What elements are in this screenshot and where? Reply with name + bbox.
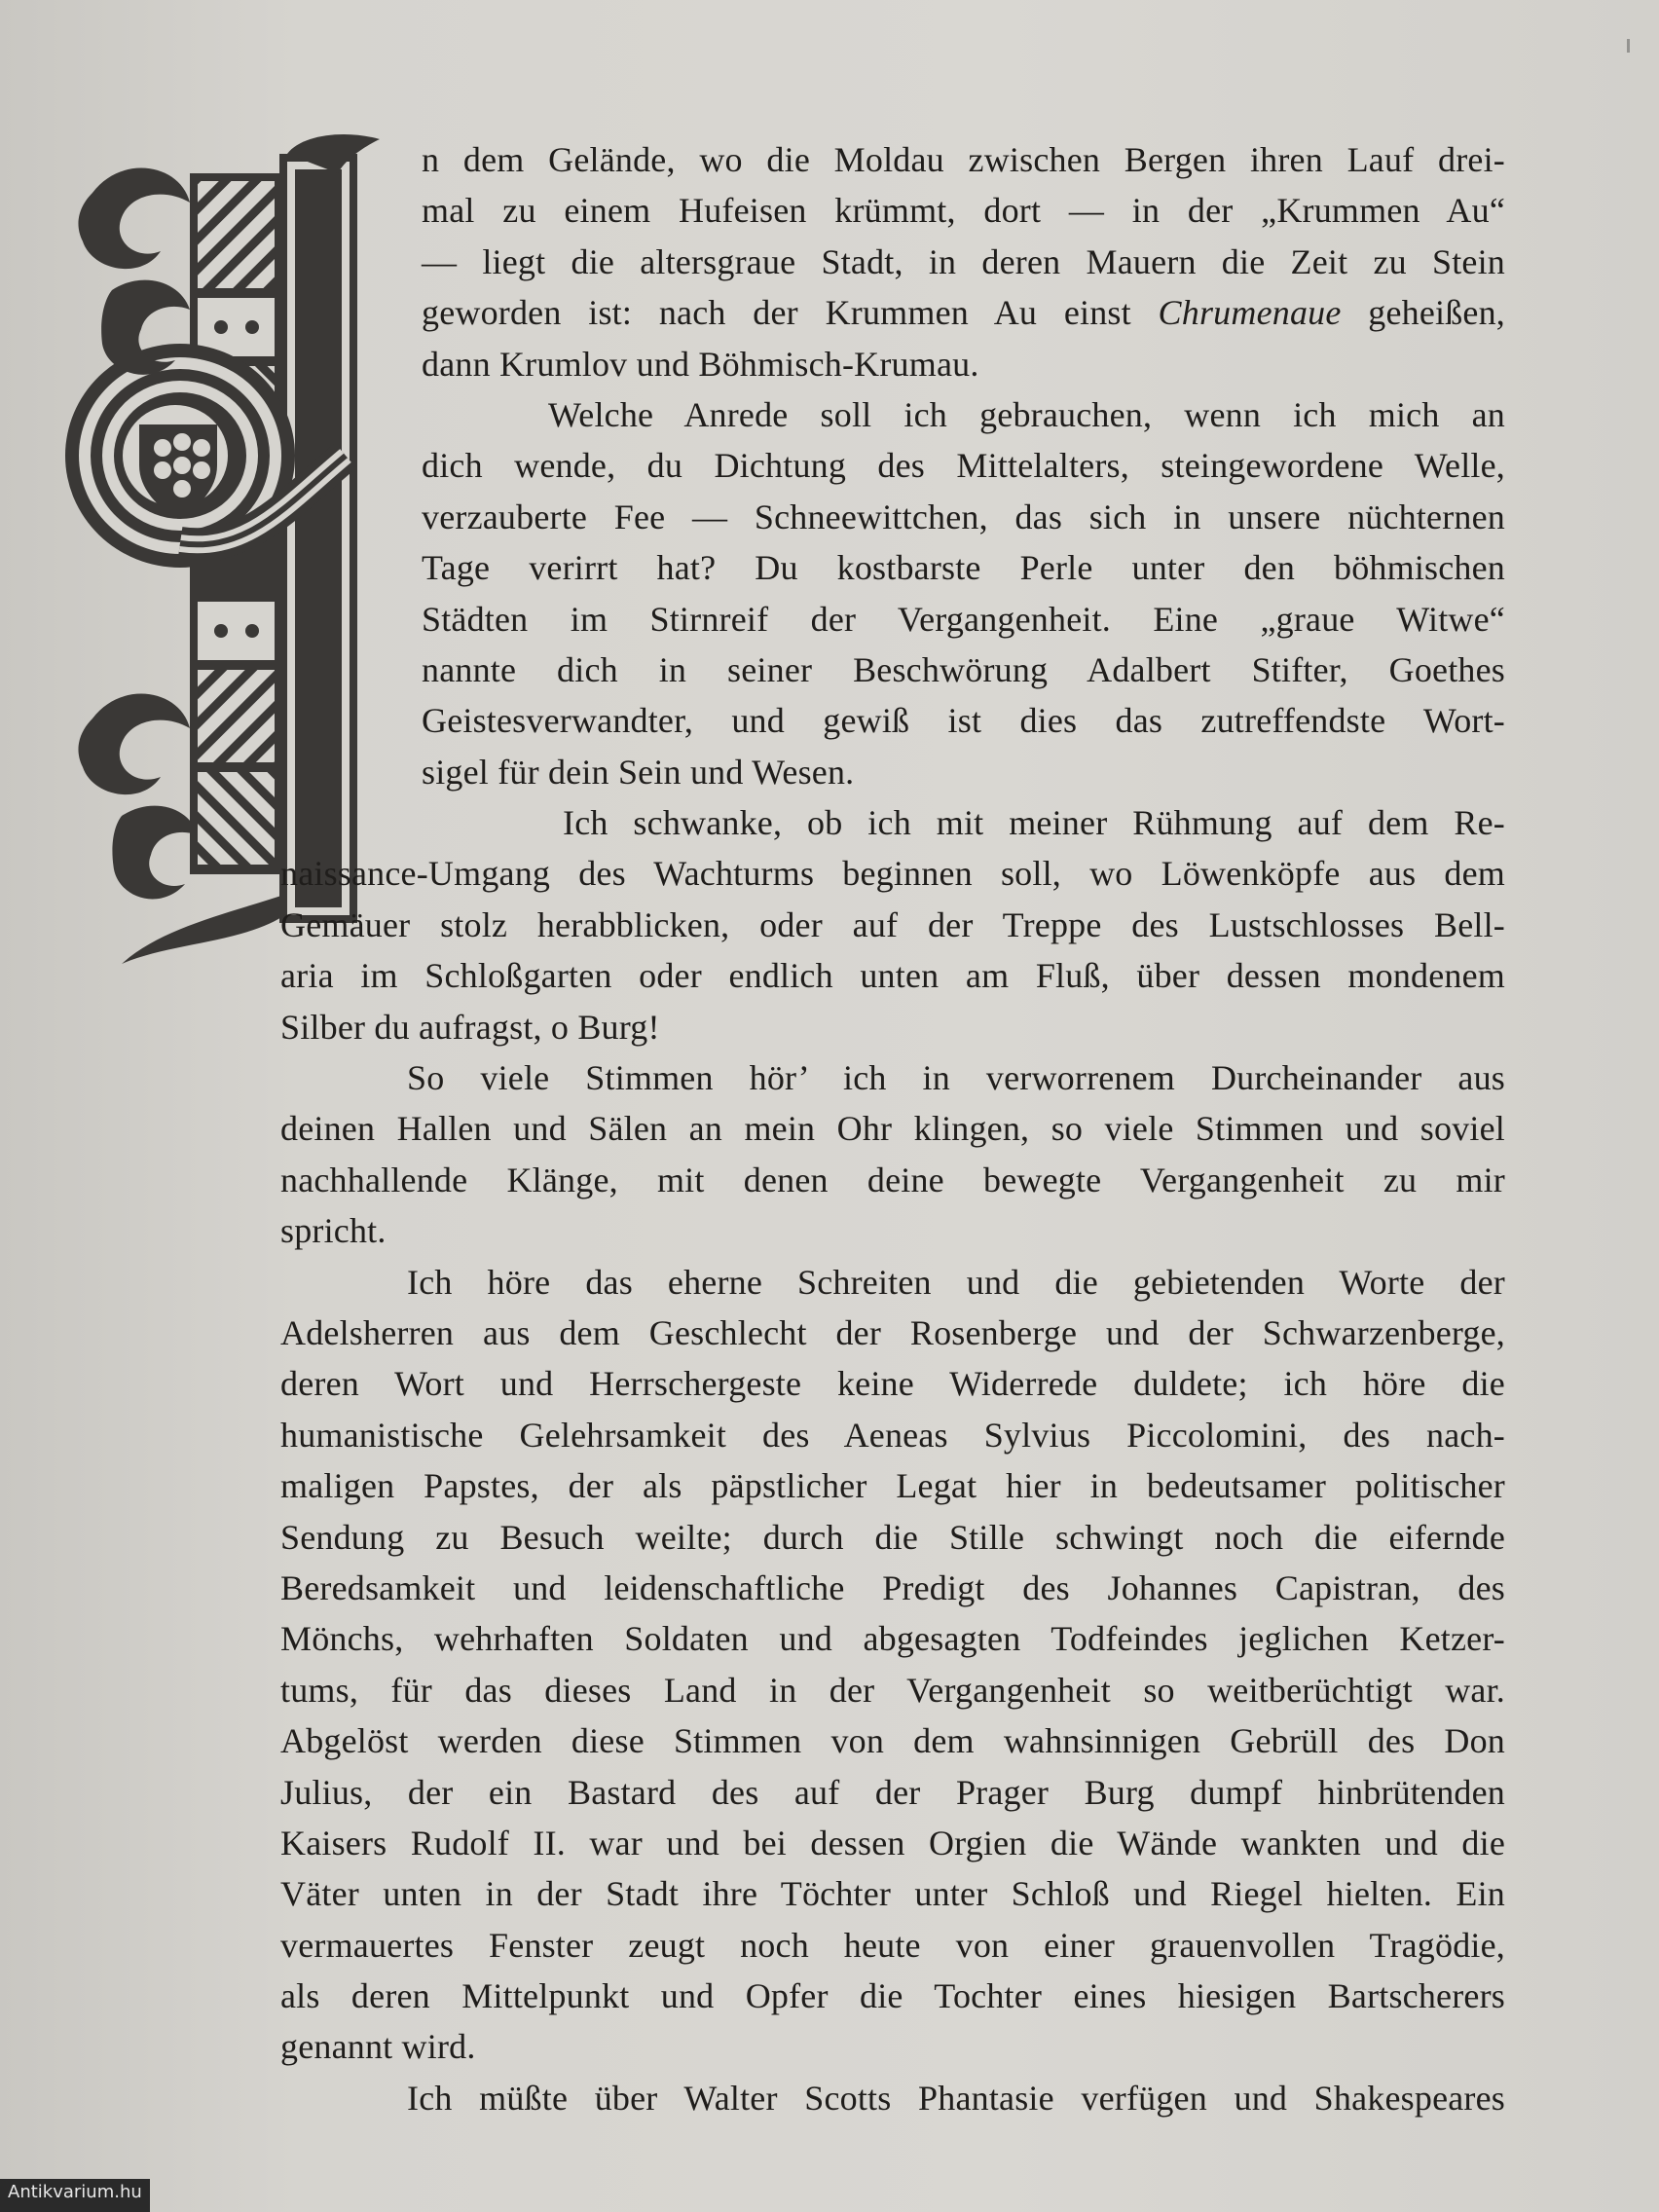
watermark-label: Antikvarium.hu <box>0 2179 150 2212</box>
text-line: maligen Papstes, der als päpstlicher Legat hier in bedeutsamer politischer <box>280 1466 1505 1506</box>
text-fragment: geheißen, <box>1341 293 1505 333</box>
text-line: genannt wird. <box>280 2027 476 2067</box>
text-line: tums, für das dieses Land in der Vergangenheit so weitberüchtigt war. <box>280 1670 1505 1710</box>
text-line: nannte dich in seiner Beschwörung Adalbert Stifter, Goethes <box>422 649 1505 689</box>
text-line: Welche Anrede soll ich gebrauchen, wenn ich mich an <box>548 394 1505 434</box>
emphasis-word: Chrumenaue <box>1158 293 1342 333</box>
text-line: Gemäuer stolz herabblicken, oder auf der Treppe des Lustschlosses Bell- <box>280 904 1505 944</box>
text-line: — liegt die altersgraue Stadt, in deren Mauern die Zeit zu Stein <box>422 241 1505 281</box>
text-line: aria im Schloßgarten oder endlich unten am Fluß, über dessen mondenem <box>280 956 1505 996</box>
paragraph-4 <box>280 1052 1505 1257</box>
text-line: humanistische Gelehrsamkeit des Aeneas Sylvius Piccolomini, des nach- <box>280 1415 1505 1455</box>
text-line: Tage verirrt hat? Du kostbarste Perle unter den böhmischen <box>422 548 1505 588</box>
text-line: naissance-Umgang des Wachturms beginnen soll, wo Löwenköpfe aus dem <box>280 854 1505 894</box>
body-text <box>280 134 1505 2123</box>
text-line: Abgelöst werden diese Stimmen von dem wahnsinnigen Gebrüll des Don <box>280 1721 1505 1761</box>
text-fragment: geworden ist: nach der Krummen Au einst <box>422 293 1159 333</box>
text-line: dich wende, du Dichtung des Mittelalters, steingewordene Welle, <box>422 446 1505 486</box>
text-line: Ich schwanke, ob ich mit meiner Rühmung auf dem Re- <box>563 803 1505 843</box>
text-line <box>422 287 1505 338</box>
text-line: deinen Hallen und Sälen an mein Ohr klingen, so viele Stimmen und soviel <box>280 1109 1505 1149</box>
text-line: Geistesverwandter, und gewiß ist dies das zutreffendste Wort- <box>422 701 1505 741</box>
text-line: Väter unten in der Stadt ihre Töchter unter Schloß und Riegel hielten. Ein <box>280 1874 1505 1914</box>
text-line: Adelsherren aus dem Geschlecht der Rosenberge und der Schwarzenberge, <box>280 1312 1505 1352</box>
paragraph-1 <box>422 134 1505 389</box>
text-line: mal zu einem Hufeisen krümmt, dort — in der „Krummen Au“ <box>422 191 1505 231</box>
text-line: deren Wort und Herrschergeste keine Widerrede duldete; ich höre die <box>280 1364 1505 1404</box>
text-line: Kaisers Rudolf II. war und bei dessen Orgien die Wände wankten und die <box>280 1823 1505 1862</box>
paragraph-2 <box>422 389 1505 797</box>
text-line: Silber du aufragst, o Burg! <box>280 1007 660 1047</box>
paragraph-3 <box>280 797 1505 1052</box>
paragraph-5 <box>280 1257 1505 2073</box>
text-line: sigel für dein Sein und Wesen. <box>422 752 855 792</box>
text-line: nachhallende Klänge, mit denen deine bewegte Vergangenheit zu mir <box>280 1160 1505 1199</box>
text-line: Mönchs, wehrhaften Soldaten und abgesagten Todfeindes jeglichen Ketzer- <box>280 1619 1505 1659</box>
paragraph-6 <box>280 2073 1505 2123</box>
text-line: So viele Stimmen hör’ ich in verworrenem Durcheinander aus <box>407 1058 1505 1098</box>
text-line: verzauberte Fee — Schneewittchen, das sich in unsere nüchternen <box>422 497 1505 536</box>
text-line: Beredsamkeit und leidenschaftliche Predigt des Johannes Capistran, des <box>280 1567 1505 1607</box>
text-line: dann Krumlov und Böhmisch-Krumau. <box>422 344 979 384</box>
text-line: als deren Mittelpunkt und Opfer die Tochter eines hiesigen Bartscherers <box>280 1976 1505 2016</box>
text-line: Ich müßte über Walter Scotts Phantasie verfügen und Shakespeares <box>407 2078 1505 2118</box>
page-mark <box>1627 39 1630 53</box>
text-line: n dem Gelände, wo die Moldau zwischen Bergen ihren Lauf drei- <box>422 140 1505 179</box>
text-line: Sendung zu Besuch weilte; durch die Stille schwingt noch die eifernde <box>280 1517 1505 1557</box>
text-line: Julius, der ein Bastard des auf der Prager Burg dumpf hinbrütenden <box>280 1772 1505 1812</box>
text-line: Städten im Stirnreif der Vergangenheit. Eine „graue Witwe“ <box>422 599 1505 639</box>
text-line: spricht. <box>280 1211 387 1251</box>
text-line: Ich höre das eherne Schreiten und die gebietenden Worte der <box>407 1262 1505 1302</box>
text-line: vermauertes Fenster zeugt noch heute von einer grauenvollen Tragödie, <box>280 1925 1505 1965</box>
